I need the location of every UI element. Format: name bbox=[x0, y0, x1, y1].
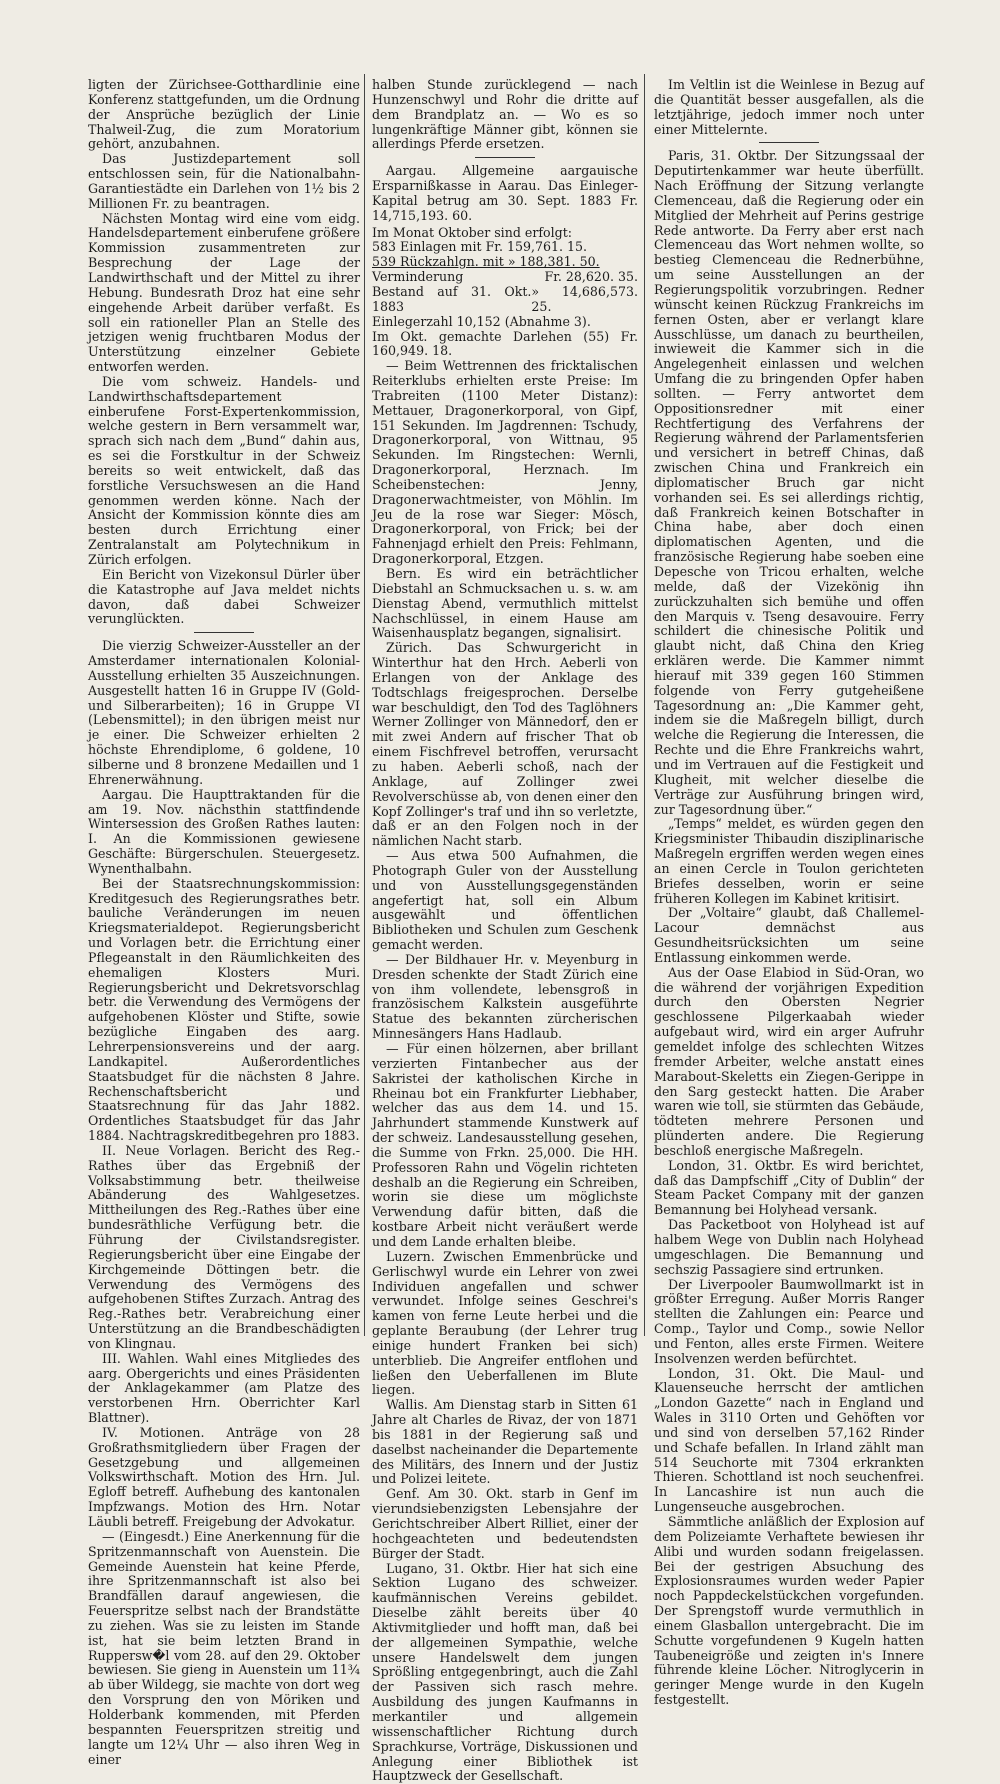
article-packetboot: Das Packetboot von Holyhead ist auf halbem Wege von Dublin nach Holyhead umgeschlagen. Die Bemannung und sechszig Passagiere sind ertrunken. bbox=[654, 1217, 924, 1277]
article-bildhauer: — Der Bildhauer Hr. v. Meyenburg in Dresden schenkte der Stadt Zürich eine von ihm vollendete, lebensgroß in französischem Kalkstein ausgeführte Statue des bekannten zürcherischen Minnesängers Hans Hadlaub. bbox=[372, 951, 638, 1042]
article-aargau-grossrath: Aargau. Die Haupttraktanden für die am 19. Nov. nächsthin stattfindende Wintersession des Großen Rathes lauten: I. An die Kommissionen gewiesene Geschäfte: Bürgerschulen. Steuergesetz. Wynenthalbahn. bbox=[88, 786, 360, 876]
article-staatsrechnung: Bei der Staatsrechnungskommission: Kreditgesuch des Regierungsrathes betr. bauliche Veränderungen im neuen Kriegsmaterialdepot. Regierungsbericht und Vorlagen betr. die Errichtung einer Pflegeanstalt in den Räumlichkeiten des ehemaligen Klosters Muri. Regierungsbericht und Dekretsvorschlag betr. die Verwendung des Vermögens der aufgehobenen Klöster und Stifte, sowie bezügliche Eingaben des aarg. Lehrerpensionsvereins und der aarg. Landkapitel. Außerordentliches Staatsbudget für die nächsten 8 Jahre. Rechenschaftsbericht und Staatsrechnung für das Jahr 1882. Ordentliches Staatsbudget für das Jahr 1884. Nachtragskreditbegehren pro 1883. bbox=[88, 875, 360, 1144]
article-amsterdam: Die vierzig Schweizer-Aussteller an der Amsterdamer internationalen Kolonial-Ausstellung erhielten 35 Auszeichnungen. Ausgestellt hatten 16 in Gruppe IV (Gold- und Silberarbeiten); 16 in Gruppe VI (Lebensmittel); in den übrigen meist nur je einer. Die Schweizer erhielten 2 höchste Ehrendiplome, 6 goldene, 10 silberne und 8 bronzene Medaillen und 1 Ehrenerwähnung. bbox=[88, 638, 360, 787]
finance-bestand-label: Bestand auf 31. Okt. 1883 bbox=[372, 283, 532, 314]
article-wettrennen: — Beim Wettrennen des fricktalischen Reiterklubs erhielten erste Preise: Im Trabreiten (1100 Meter Distanz): Mettauer, Dragonerkorporal, von Gipf, 151 Sekunden. Im Jagdrennen: Tschudy, Dragonerkorporal, von Wittnau, 95 Sekunden. Im Ringstechen: Wernli, Dragonerkorporal, Herznach. Im Scheibenstechen: Jenny, Dragonerwachtmeister, von Möhlin. Im Jeu de la rose war Sieger: Mösch, Dragonerkorporal, von Frick; bei der Fahnenjagd erhielt den Preis: Fehlmann, Dragonerkorporal, Etzgen. bbox=[372, 358, 638, 567]
finance-table bbox=[372, 226, 638, 360]
article-ersparniskasse: Aargau. Allgemeine aargauische Ersparnißkasse in Aarau. Das Einleger-Kapital betrug am 30. Sept. 1883 Fr. 14,715,193. 60. bbox=[372, 163, 638, 223]
article-oran: Aus der Oase Elabiod in Süd-Oran, wo die während der vorjährigen Expedition durch den Obersten Negrier geschlossene Pilgerkaabah wieder aufgebaut wird, wird ein arger Aufruhr gemeldet infolge des schlechten Witzes fremder Arbeiter, welche anstatt eines Marabout-Skeletts ein Ziegen-Gerippe in den Sarg gesteckt hatten. Die Araber waren wie toll, sie stürmten das Gebäude, tödteten mehrere Personen und plünderten andere. Die Regierung beschloß energische Maßregeln. bbox=[654, 964, 924, 1158]
article-neue-vorlagen: II. Neue Vorlagen. Bericht des Reg.-Rathes über das Ergebniß der Volksabstimmung betr. theilweise Abänderung des Wahlgesetzes. Mittheilungen des Reg.-Rathes über eine bundesräthliche Verfügung betr. die Führung der Civilstandsregister. Regierungsbericht über eine Eingabe der Kirchgemeinde Döttingen betr. die Verwendung des Vermögens des aufgehobenen Stiftes Zurzach. Antrag des Reg.-Rathes betr. Verabreichung einer Unterstützung an die Brandbeschädigten von Klingnau. bbox=[88, 1142, 360, 1351]
article-photograph: — Aus etwa 500 Aufnahmen, die Photograph Guler von der Ausstellung und von Ausstellungsgegenständen angefertigt hat, soll ein Album ausgewählt und öffentlichen Bibliotheken und Schulen zum Geschenk gemacht werden. bbox=[372, 848, 638, 953]
article-auenstein: — (Eingesdt.) Eine Anerkennung für die Spritzenmannschaft von Auenstein. Die Gemeinde Auenstein hat keine Pferde, ihre Spritzenmannschaft ist also bei Brandfällen darauf angewiesen, die Feuerspritze selbst nach der Brandstätte zu ziehen. Was sie zu leisten im Stande ist, hat sie beim letzten Brand in Ruppersw�l vom 28. auf den 29. Oktober bewiesen. Sie gieng in Auenstein um 11¾ ab über Wildegg, sie machte von dort weg den Vorsprung den von Möriken und Holderbank kommenden, mit Pferden bespannten Feuerspritzen streitig und langte um 12¼ Uhr — also ihren Weg in einer bbox=[88, 1528, 360, 1767]
article-justiz: Das Justizdepartement soll entschlossen sein, für die Nationalbahn-Garantiestädte ein Darlehen von 1½ bis 2 Millionen Fr. zu beantragen. bbox=[88, 151, 360, 211]
article-wallis: Wallis. Am Dienstag starb in Sitten 61 Jahre alt Charles de Rivaz, der von 1871 bis 1881 in der Regierung saß und daselbst nacheinander die Departemente des Militärs, des Innern und der Justiz und Polizei leitete. bbox=[372, 1397, 638, 1487]
article-bern: Bern. Es wird ein beträchtlicher Diebstahl an Schmucksachen u. s. w. am Dienstag Abend, vermuthlich mittelst Nachschlüssel, in einem Hause am Waisenhausplatz begangen, signalisirt. bbox=[372, 566, 638, 641]
column-3 bbox=[654, 78, 924, 1708]
separator bbox=[759, 142, 819, 143]
column-1 bbox=[88, 78, 360, 1767]
article-rheinau: — Für einen hölzernen, aber brillant verzierten Fintanbecher aus der Sakristei der katholischen Kirche in Rheinau bot ein Frankfurter Liebhaber, welcher das aus dem 14. und 15. Jahrhundert stammende Kunstwerk auf der schweiz. Landesausstellung gesehen, die Summe von Frkn. 25,000. Die HH. Professoren Rahn und Vögelin richteten deshalb an die Regierung ein Schreiben, worin sie diese um möglichste Verwendung dafür bitten, daß die kostbare Arbeit nicht veräußert werde und dem Lande erhalten bleibe. bbox=[372, 1041, 638, 1249]
finance-rueckzahlungen: 539 Rückzahlgn. mit » 188,381. 50. bbox=[372, 254, 600, 270]
separator bbox=[475, 157, 535, 158]
article-motionen: IV. Motionen. Anträge von 28 Großrathsmitgliedern über Fragen der Gesetzgebung und allgemeinen Volkswirthschaft. Motion des Hrn. Jul. Egloff betreff. Aufhebung des kantonalen Impfzwangs. Motion des Hrn. Notar Läubli betreff. Freigebung der Advokatur. bbox=[88, 1424, 360, 1529]
finance-bestand-row bbox=[372, 285, 638, 315]
article-landwirthschaft: Nächsten Montag wird eine vom eidg. Handelsdepartement einberufene größere Kommission zusammentreten zur Besprechung der Lage der Landwirthschaft und der Mittel zu ihrer Hebung. Bundesrath Droz hat eine sehr eingehende Arbeit darüber verfaßt. Es soll ein rationeller Plan an Stelle des jetzigen wenig fruchtbaren Modus der Unterstützung einzelner Gebiete entworfen werden. bbox=[88, 210, 360, 375]
article-gotthard: ligten der Zürichsee-Gotthardlinie eine Konferenz stattgefunden, um die Ordnung der Ansprüche bezüglich der Linie Thalweil-Zug, die zum Moratorium gehört, anzubahnen. bbox=[88, 77, 360, 152]
article-explosion: Sämmtliche anläßlich der Explosion auf dem Polizeiamte Verhaftete bewiesen ihr Alibi und wurden sodann freigelassen. Bei der gestrigen Absuchung des Explosionsraumes wurden weder Papier noch Pappdeckelstückchen vorgefunden. Der Sprengstoff wurde vermuthlich in einem Glasballon untergebracht. Die im Schutte vorgefundenen 9 Kugeln hatten Taubeneigröße und zeigten in's Innere führende kleine Löcher. Nitroglycerin in geringer Menge wurde in den Kugeln festgestellt. bbox=[654, 1514, 924, 1708]
article-london-seuche: London, 31. Okt. Die Maul- und Klauenseuche herrscht der amtlichen „London Gazette“ nach in England und Wales in 3110 Orten und Gehöften vor und sind von derselben 57,162 Rinder und Schafe befallen. In Irland zählt man 514 Seuchorte mit 7304 erkrankten Thieren. Schottland ist noch seuchenfrei. In Lancashire ist nun auch die Lungenseuche ausgebrochen. bbox=[654, 1365, 924, 1515]
article-luzern: Luzern. Zwischen Emmenbrücke und Gerlischwyl wurde ein Lehrer von zwei Individuen angefallen und schwer verwundet. Infolge seines Geschrei's kamen von ferne Leute herbei und die geplante Beraubung (der Lehrer trug einige hundert Franken bei sich) unterblieb. Die Angreifer entflohen und ließen den Ueberfallenen im Blute liegen. bbox=[372, 1248, 638, 1398]
article-genf: Genf. Am 30. Okt. starb in Genf im vierundsiebenzigsten Lebensjahre der Gerichtschreiber Albert Rilliet, einer der hochgeachteten und bedeutendsten Bürger der Stadt. bbox=[372, 1486, 638, 1561]
finance-einlegerzahl: Einlegerzahl 10,152 (Abnahme 3). bbox=[372, 313, 591, 329]
article-zuerich-schwurgericht: Zürich. Das Schwurgericht in Winterthur hat den Hrch. Aeberli von Erlangen von der Anklage des Todtschlags freigesprochen. Derselbe war beschuldigt, den Tod des Taglöhners Werner Zollinger von Männedorf, den er mit zwei Andern auf frischer That ob einem Fischfrevel betroffen, verursacht zu haben. Aeberli schoß, nach der Anklage, auf Zollinger zwei Revolverschüsse ab, von denen einer den Kopf Zollinger's traf und ihn so verletzte, daß er an den Folgen noch in der nämlichen Nacht starb. bbox=[372, 640, 638, 849]
column-rule-left bbox=[364, 74, 365, 1336]
finance-darlehen: Im Okt. gemachte Darlehen (55) Fr. 160,949. 18. bbox=[372, 328, 638, 359]
article-voltaire: Der „Voltaire“ glaubt, daß Challemel-Lacour demnächst aus Gesundheitsrücksichten um seine Entlassung einkommen werde. bbox=[654, 905, 924, 965]
article-java: Ein Bericht von Vizekonsul Dürler über die Katastrophe auf Java meldet nichts davon, daß dabei Schweizer verunglückten. bbox=[88, 566, 360, 627]
article-temps: „Temps“ meldet, es würden gegen den Kriegsminister Thibaudin disziplinarische Maßregeln ergriffen werden wegen eines an einen Cercle in Toulon gerichteten Briefes desselben, worin er seine früheren Kollegen im Kabinet kritisirt. bbox=[654, 816, 924, 906]
article-veltlin: Im Veltlin ist die Weinlese in Bezug auf die Quantität besser ausgefallen, als die letztjährige, jedoch immer noch unter einer Mittelernte. bbox=[654, 77, 924, 137]
article-wahlen: III. Wahlen. Wahl eines Mitgliedes des aarg. Obergerichts und eines Präsidenten der Anklagekammer (am Platze des verstorbenen Hrn. Oberrichter Karl Blattner). bbox=[88, 1350, 360, 1426]
finance-verminderung-value: Fr. 28,620. 35. bbox=[544, 269, 638, 285]
article-paris: Paris, 31. Oktbr. Der Sitzungssaal der Deputirtenkammer war heute überfüllt. Nach Eröffnung der Sitzung verlangte Clemenceau, daß die Regierung oder ein Mitglied der Mehrheit auf Perins gestrige Rede antworte. Da Ferry aber erst nach Clemenceau das Wort nehmen wollte, so bestieg Clemenceau die Rednerbühne, um seine Ausstellungen an der Regierungspolitik vorzubringen. Redner wünscht keinen Rückzug Frankreichs im fernen Osten, aber er verlangt klare Ausschlüsse, um danach zu beurtheilen, inwieweit die Kammer sich in die Angelegenheit einlassen und welchen Umfang die zu bringenden Opfer haben sollten. — Ferry antwortet dem Oppositionsredner mit einer Rechtfertigung des Verfahrens der Regierung während der Parlamentsferien und versichert in betreff Chinas, daß zwischen China und Frankreich ein diplomatischer Bruch gar nicht vorhanden sei. Es sei allerdings richtig, daß Frankreich keinen Botschafter in China habe, aber doch einen diplomatischen Agenten, und die französische Regierung habe soeben eine Depesche von Tricou erhalten, welche melde, daß der Vizekönig ihn zurückzuhalten sich bemühe und offen den Marquis v. Tseng desavouire. Ferry schildert die chinesische Politik und glaubt nicht, daß China den Krieg erklären werde. Die Kammer nimmt hierauf mit 339 gegen 160 Stimmen folgende von Ferry gutgeheißene Tagesordnung an: „Die Kammer geht, indem sie die Maßregeln billigt, durch welche die Regierung die Interessen, die Rechte und die Ehre Frankreichs wahrt, und im Vertrauen auf die Festigkeit und Klugheit, mit welcher dieselbe die Verträge zur Ausführung bringen wird, zur Tagesordnung über.“ bbox=[654, 148, 924, 817]
article-forst: Die vom schweiz. Handels- und Landwirthschaftsdepartement einberufene Forst-Expertenkommission, welche gestern in Bern versammelt war, sprach sich nach dem „Bund“ dahin aus, es sei die Forstkultur in der Schweiz bereits so weit entwickelt, daß das forstliche Versuchswesen an die Hand genommen werden könne. Nach der Ansicht der Kommission könnte dies am besten durch Errichtung einer Zentralanstalt am Polytechnikum in Zürich erfolgen. bbox=[88, 373, 360, 567]
finance-verminderung-label: Verminderung bbox=[372, 269, 464, 285]
finance-bestand-value: » 14,686,573. 25. bbox=[531, 283, 638, 314]
finance-einlagen: 583 Einlagen mit Fr. 159,761. 15. bbox=[372, 239, 588, 255]
article-auenstein-cont: halben Stunde zurücklegend — nach Hunzenschwyl und Rohr die dritte auf dem Brandplatz an. — Wo es so lungenkräftige Männer gibt, können sie allerdings Pferde ersetzen. bbox=[372, 77, 638, 152]
column-2 bbox=[372, 78, 638, 1784]
article-liverpool: Der Liverpooler Baumwollmarkt ist in größter Erregung. Außer Morris Ranger stellten die Zahlungen ein: Pearce und Comp., Taylor und Comp., sowie Nellor und Fenton, alles erste Firmen. Weitere Insolvenzen werden befürchtet. bbox=[654, 1276, 924, 1366]
article-lugano: Lugano, 31. Oktbr. Hier hat sich eine Sektion Lugano des schweizer. kaufmännischen Vereins gebildet. Dieselbe zählt bereits über 40 Aktivmitglieder und hofft man, daß bei der allgemeinen Sympathie, welche unsere Handelswelt dem jungen Sprößling entgegenbringt, auch die Zahl der Passiven sich rasch mehre. Ausbildung des jungen Kaufmanns in merkantiler und allgemein wissenschaftlicher Richtung durch Sprachkurse, Vorträge, Diskussionen und Anlegung einer Bibliothek ist Hauptzweck der Gesellschaft. bbox=[372, 1560, 638, 1784]
finance-intro: Im Monat Oktober sind erfolgt: bbox=[372, 224, 572, 240]
separator bbox=[194, 632, 254, 633]
column-rule-right bbox=[644, 74, 645, 1336]
finance-verminderung-row bbox=[372, 270, 638, 285]
article-london-dublin: London, 31. Oktbr. Es wird berichtet, daß das Dampfschiff „City of Dublin“ der Steam Packet Company mit der ganzen Bemannung bei Holyhead versank. bbox=[654, 1157, 924, 1218]
